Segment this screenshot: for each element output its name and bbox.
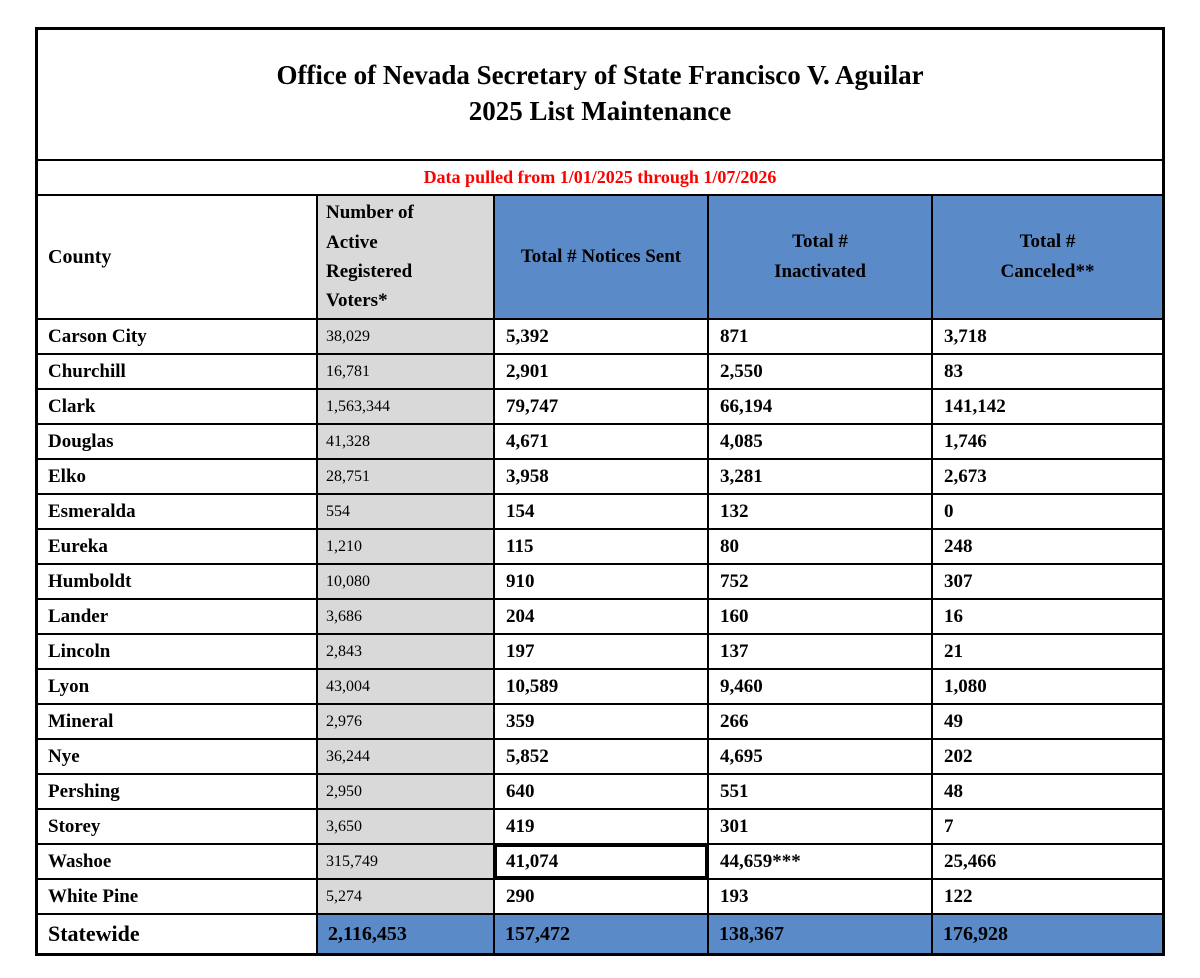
active-voters-cell: 315,749 [318,845,495,880]
inactivated-cell: 301 [709,810,933,845]
county-name-cell: Nye [38,740,318,775]
notices-sent-cell: 3,958 [495,460,709,495]
active-voters-cell: 5,274 [318,880,495,915]
county-data-row [38,845,1162,880]
inactivated-cell: 551 [709,775,933,810]
table-header-row [38,196,1162,320]
county-data-row [38,495,1162,530]
statewide-notices-cell: 157,472 [495,915,709,953]
column-header-voters-label: Number of Active Registered Voters* [326,202,414,312]
canceled-cell: 2,673 [933,460,1162,495]
canceled-cell: 1,746 [933,425,1162,460]
notices-sent-cell: 640 [495,775,709,810]
county-name-cell: Elko [38,460,318,495]
notices-sent-cell: 197 [495,635,709,670]
canceled-cell: 141,142 [933,390,1162,425]
canceled-cell: 3,718 [933,320,1162,355]
active-voters-cell: 2,976 [318,705,495,740]
active-voters-cell: 28,751 [318,460,495,495]
notices-sent-cell: 115 [495,530,709,565]
canceled-cell: 0 [933,495,1162,530]
inactivated-cell: 160 [709,600,933,635]
active-voters-cell: 36,244 [318,740,495,775]
inactivated-cell: 4,695 [709,740,933,775]
canceled-cell: 1,080 [933,670,1162,705]
inactivated-cell: 132 [709,495,933,530]
document-title-line1: Office of Nevada Secretary of State Francisco V. Aguilar [276,60,924,90]
list-maintenance-document [35,27,1165,956]
column-header-canceled [933,196,1162,320]
column-header-voters [318,196,495,320]
canceled-cell: 248 [933,530,1162,565]
inactivated-cell: 3,281 [709,460,933,495]
county-data-row [38,880,1162,915]
column-header-county [38,196,318,320]
canceled-cell: 307 [933,565,1162,600]
inactivated-cell: 9,460 [709,670,933,705]
notices-sent-cell: 10,589 [495,670,709,705]
canceled-cell: 83 [933,355,1162,390]
county-data-row [38,670,1162,705]
canceled-cell: 49 [933,705,1162,740]
data-range-subtitle: Data pulled from 1/01/2025 through 1/07/2026 [38,161,1162,196]
county-name-cell: Washoe [38,845,318,880]
inactivated-cell: 4,085 [709,425,933,460]
inactivated-cell: 871 [709,320,933,355]
table-body [38,320,1162,915]
notices-sent-cell: 154 [495,495,709,530]
county-data-row [38,775,1162,810]
county-data-row [38,355,1162,390]
column-header-inactivated-label: Total # Inactivated [774,230,866,282]
inactivated-cell: 44,659*** [709,845,933,880]
inactivated-cell: 66,194 [709,390,933,425]
county-data-row [38,530,1162,565]
inactivated-cell: 266 [709,705,933,740]
inactivated-cell: 2,550 [709,355,933,390]
document-title-line2: 2025 List Maintenance [468,96,732,126]
county-data-row [38,425,1162,460]
canceled-cell: 48 [933,775,1162,810]
inactivated-cell: 80 [709,530,933,565]
statewide-voters-cell: 2,116,453 [318,915,495,953]
county-data-row [38,565,1162,600]
county-data-row [38,810,1162,845]
inactivated-cell: 137 [709,635,933,670]
active-voters-cell: 3,650 [318,810,495,845]
active-voters-cell: 1,563,344 [318,390,495,425]
county-data-row [38,600,1162,635]
county-data-row [38,390,1162,425]
statewide-total-row [38,915,1162,953]
column-header-notices-label: Total # Notices Sent [520,245,682,267]
active-voters-cell: 2,843 [318,635,495,670]
list-maintenance-table [38,196,1162,953]
active-voters-cell: 3,686 [318,600,495,635]
notices-sent-cell: 41,074 [495,845,709,880]
county-name-cell: Eureka [38,530,318,565]
county-name-cell: Lyon [38,670,318,705]
county-name-cell: Lander [38,600,318,635]
county-name-cell: Mineral [38,705,318,740]
column-header-canceled-label: Total # Canceled** [1000,230,1095,282]
statewide-inactivated-cell: 138,367 [709,915,933,953]
canceled-cell: 7 [933,810,1162,845]
active-voters-cell: 1,210 [318,530,495,565]
active-voters-cell: 38,029 [318,320,495,355]
active-voters-cell: 41,328 [318,425,495,460]
county-name-cell: Esmeralda [38,495,318,530]
county-name-cell: Pershing [38,775,318,810]
notices-sent-cell: 419 [495,810,709,845]
statewide-label-cell: Statewide [38,915,318,953]
county-name-cell: Clark [38,390,318,425]
column-header-notices [495,196,709,320]
document-title-block [38,30,1162,161]
active-voters-cell: 554 [318,495,495,530]
active-voters-cell: 10,080 [318,565,495,600]
county-name-cell: Storey [38,810,318,845]
notices-sent-cell: 204 [495,600,709,635]
canceled-cell: 202 [933,740,1162,775]
county-data-row [38,705,1162,740]
active-voters-cell: 43,004 [318,670,495,705]
inactivated-cell: 193 [709,880,933,915]
county-data-row [38,320,1162,355]
county-data-row [38,460,1162,495]
county-data-row [38,635,1162,670]
county-name-cell: Lincoln [38,635,318,670]
canceled-cell: 16 [933,600,1162,635]
notices-sent-cell: 5,852 [495,740,709,775]
inactivated-cell: 752 [709,565,933,600]
active-voters-cell: 16,781 [318,355,495,390]
active-voters-cell: 2,950 [318,775,495,810]
notices-sent-cell: 290 [495,880,709,915]
notices-sent-cell: 910 [495,565,709,600]
column-header-county-label: County [48,245,112,268]
column-header-inactivated [709,196,933,320]
statewide-canceled-cell: 176,928 [933,915,1162,953]
county-name-cell: Humboldt [38,565,318,600]
county-name-cell: White Pine [38,880,318,915]
notices-sent-cell: 79,747 [495,390,709,425]
notices-sent-cell: 2,901 [495,355,709,390]
notices-sent-cell: 5,392 [495,320,709,355]
county-name-cell: Douglas [38,425,318,460]
canceled-cell: 21 [933,635,1162,670]
notices-sent-cell: 4,671 [495,425,709,460]
canceled-cell: 122 [933,880,1162,915]
county-name-cell: Carson City [38,320,318,355]
county-name-cell: Churchill [38,355,318,390]
notices-sent-cell: 359 [495,705,709,740]
canceled-cell: 25,466 [933,845,1162,880]
county-data-row [38,740,1162,775]
